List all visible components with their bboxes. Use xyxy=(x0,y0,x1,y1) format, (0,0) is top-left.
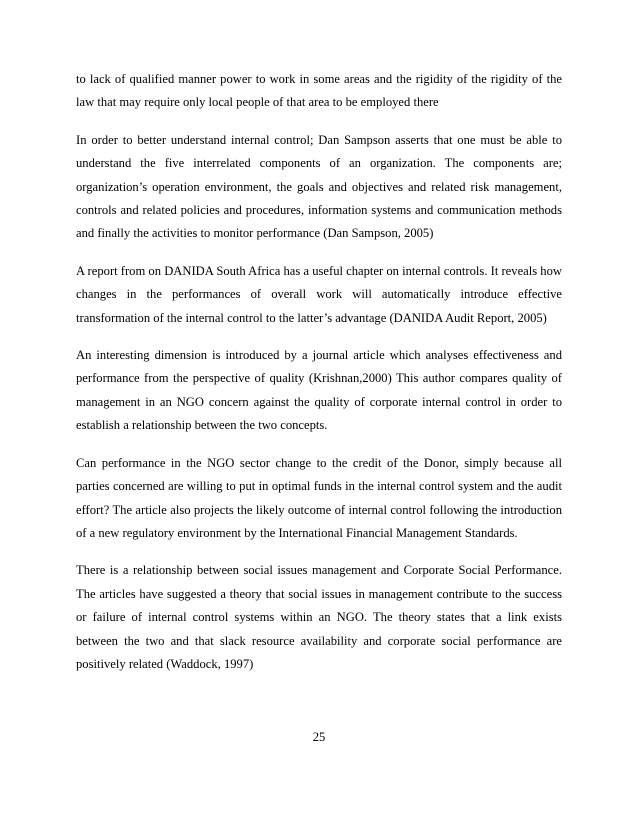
paragraph-quality-perspective: An interesting dimension is introduced by a journal article which analyses effectiveness and performance from the perspective of quality (Krishnan,2000) This author compares quality of management in an NGO concern against the quality of corporate internal control in order to establish a relationship between the two concepts. xyxy=(76,348,562,433)
page-number: 25 xyxy=(312,730,326,744)
paragraph-internal-control-components: In order to better understand internal control; Dan Sampson asserts that one must be able to understand the five interrelated components of an organization. The components are; organization’s operation environment, the goals and objectives and related risk management, controls and related policies and procedures, information systems and communication methods and finally the activities to monitor performance (Dan Sampson, 2005) xyxy=(76,132,562,241)
paragraph-social-issues: There is a relationship between social issues management and Corporate Social Performance. The articles have suggested a theory that social issues in management contribute to the success or failure of internal control systems within an NGO. The theory states that a link exists between the two and that slack resource availability and corporate social performance are positively related (Waddock, 1997) xyxy=(76,563,562,671)
paragraph-danida-report: A report from on DANIDA South Africa has a useful chapter on internal controls. It reveals how changes in the performances of overall work will automatically introduce effective transformation of the internal control to the latter’s advantage (DANIDA Audit Report, 2005) xyxy=(76,263,562,325)
paragraph-ngo-performance: Can performance in the NGO sector change to the credit of the Donor, simply because all parties concerned are willing to put in optimal funds in the internal control system and the audit effort? The article also projects the likely outcome of internal control following the introduction of a new regulatory environment by the International Financial Management Standards. xyxy=(76,455,562,540)
body-text xyxy=(76,68,562,690)
paragraph-continuation: to lack of qualified manner power to work in some areas and the rigidity of the rigidity of the law that may require only local people of that area to be employed there xyxy=(76,72,562,110)
